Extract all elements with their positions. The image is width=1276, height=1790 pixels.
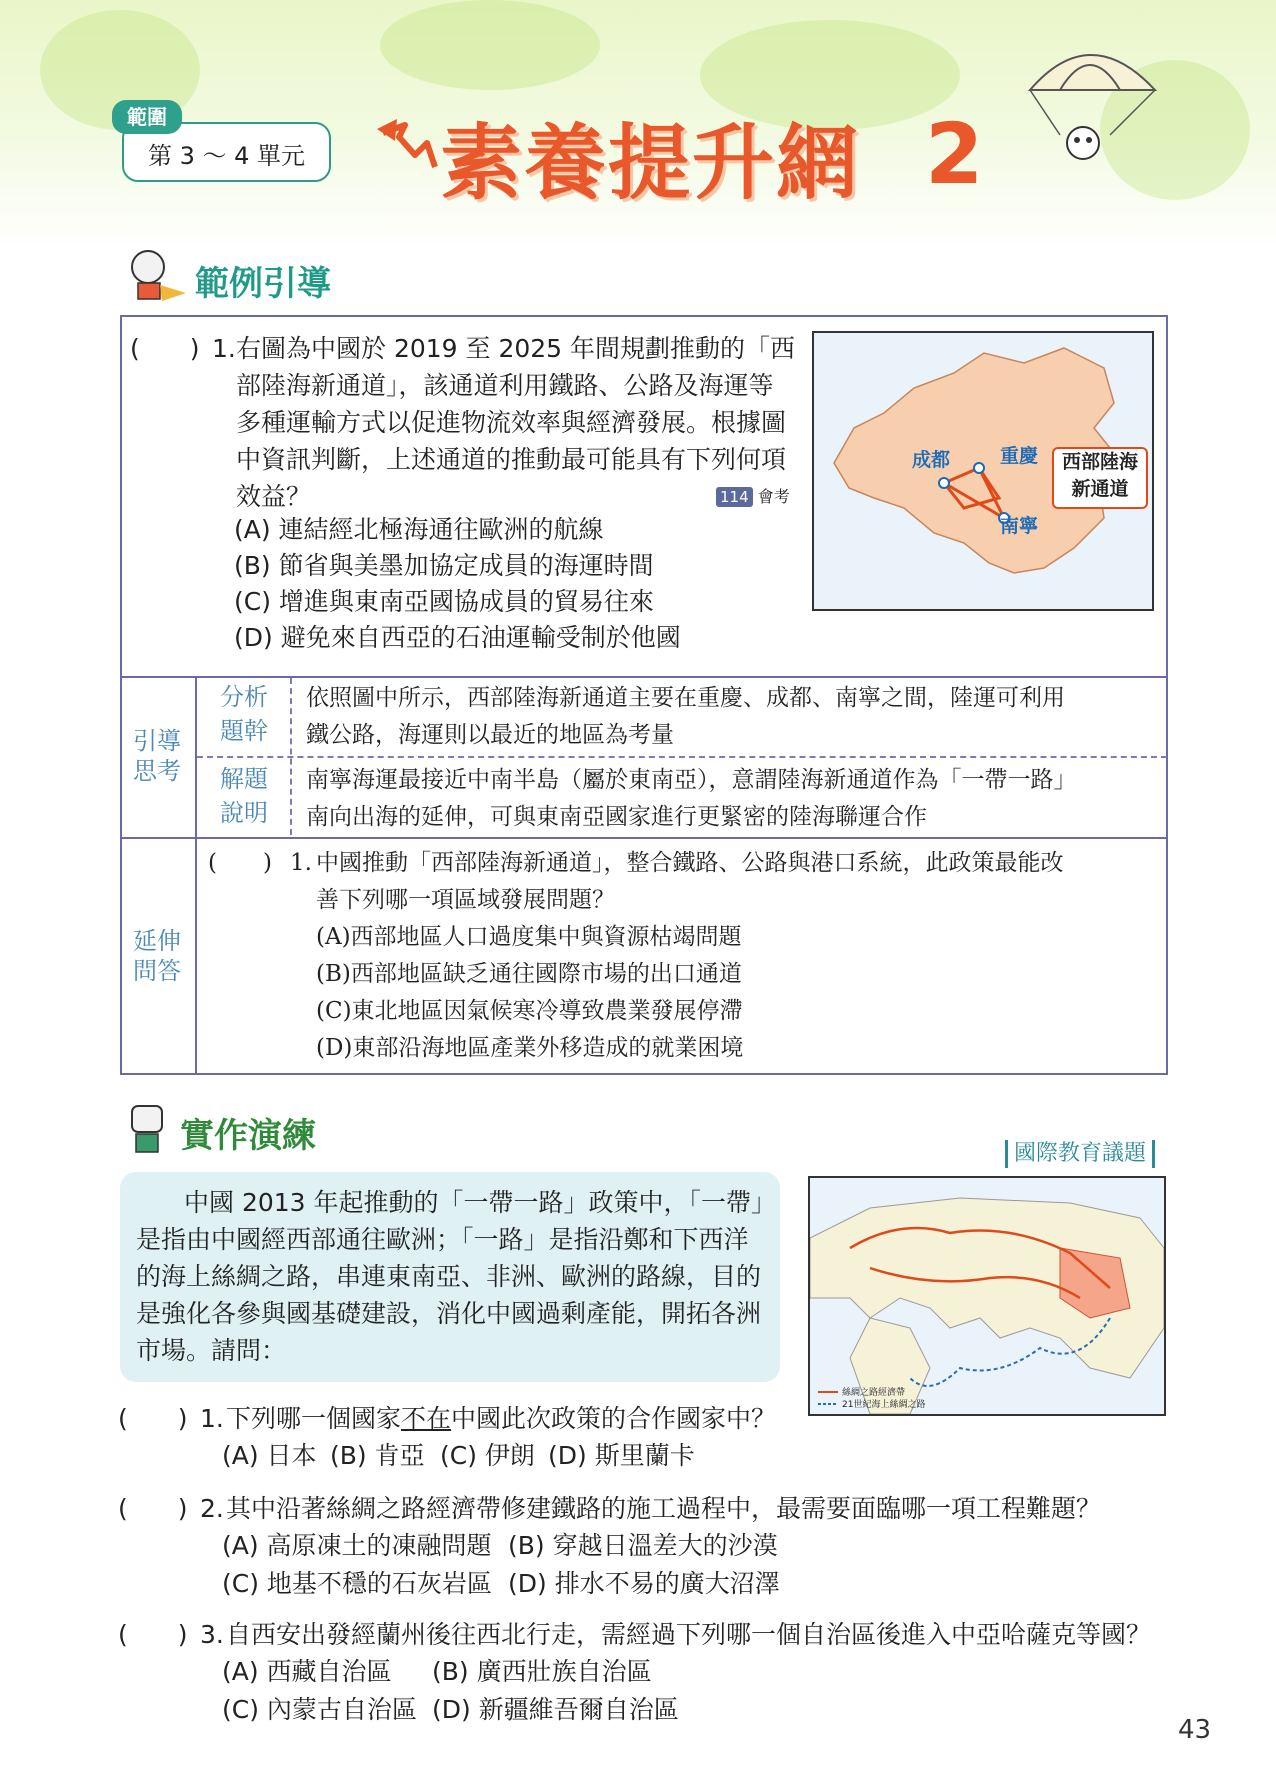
option-d[interactable]: (D) 新疆維吾爾自治區 <box>432 1695 679 1724</box>
question-stem-part: 中國此次政策的合作國家中？ <box>451 1404 777 1433</box>
arrow-icon <box>375 115 445 175</box>
parachute-mascot-icon <box>1015 35 1165 165</box>
option-a[interactable]: (A) 高原凍土的凍融問題 <box>222 1531 492 1560</box>
map-callout <box>1052 447 1148 509</box>
intro-line: 的海上絲綢之路，串連東南亞、非洲、歐洲的路線，目的 <box>136 1262 762 1291</box>
exam-badge-year: 114 <box>716 487 753 507</box>
analysis-label-line: 分析 <box>220 683 268 711</box>
intro-line: 是指由中國經西部通往歐洲；「一路」是指沿鄭和下西洋 <box>136 1225 749 1254</box>
dashed-divider <box>197 756 1167 758</box>
analysis-line: 依照圖中所示，西部陸海新通道主要在重慶、成都、南寧之間，陸運可利用 <box>306 685 1065 711</box>
question-number: 1. <box>200 1404 224 1433</box>
answer-paren[interactable]: ( ) <box>208 850 272 876</box>
intro-line: 是強化各參與國基礎建設，消化中國過剩產能，開拓各洲 <box>136 1299 762 1328</box>
divider <box>120 837 1168 839</box>
intro-line: 市場。請問： <box>136 1336 287 1365</box>
map-callout-line: 新通道 <box>1071 478 1129 500</box>
answer-paren[interactable]: ( ) <box>118 1404 188 1433</box>
option-b[interactable]: (B) 穿越日溫差大的沙漠 <box>508 1531 778 1560</box>
guide-side-label <box>133 726 181 786</box>
analysis-label-line: 題幹 <box>220 717 268 745</box>
explain-line: 南寧海運最接近中南半島（屬於東南亞），意謂陸海新通道作為「一帶一路」 <box>306 767 1077 793</box>
question-stem-emphasis: 不在 <box>401 1404 452 1433</box>
explain-label <box>220 762 268 830</box>
robot-mascot-icon <box>120 245 190 305</box>
page-number: 43 <box>1178 1715 1212 1745</box>
section-heading-practice: 實作演練 <box>180 1116 316 1156</box>
question-number: 2. <box>200 1494 224 1523</box>
guide-side-label-line: 思考 <box>133 757 181 785</box>
explain-label-line: 說明 <box>220 799 268 827</box>
exam-badge <box>716 484 790 507</box>
option-a[interactable]: (A)西部地區人口過度集中與資源枯竭問題 <box>316 924 742 950</box>
range-tag: 範圍 <box>112 100 182 134</box>
intro-line: 中國 2013 年起推動的「一帶一路」政策中，「一帶」 <box>184 1188 777 1217</box>
belt-and-road-map-shape <box>810 1178 1164 1414</box>
question-line: 部陸海新通道」，該通道利用鐵路、公路及海運等 <box>236 371 774 400</box>
question-line: 多種運輸方式以促進物流效率與經濟發展。根據圖 <box>236 408 787 437</box>
belt-and-road-map <box>808 1176 1166 1416</box>
option-d[interactable]: (D) 斯里蘭卡 <box>548 1441 695 1470</box>
option-c[interactable]: (C) 地基不穩的石灰岩區 <box>222 1569 492 1598</box>
option-a[interactable]: (A) 西藏自治區 <box>222 1657 392 1686</box>
question-number: 1. <box>290 850 312 876</box>
option-a[interactable]: (A) 日本 <box>222 1441 317 1470</box>
option-d[interactable]: (D) 排水不易的廣大沼澤 <box>508 1569 780 1598</box>
answer-paren[interactable]: ( ) <box>118 1494 188 1523</box>
education-topic-tag: 國際教育議題 <box>1005 1140 1155 1168</box>
extend-side-label-line: 延伸 <box>133 927 181 955</box>
option-c[interactable]: (C) 內蒙古自治區 <box>222 1695 417 1724</box>
intro-text <box>136 1184 777 1369</box>
option-b[interactable]: (B) 廣西壯族自治區 <box>432 1657 652 1686</box>
analysis-line: 鐵公路，海運則以最近的地區為考量 <box>306 722 674 748</box>
answer-paren[interactable]: ( ) <box>130 334 200 363</box>
map-city-label: 重慶 <box>1000 445 1039 467</box>
decorative-blob <box>380 0 600 90</box>
section-heading-example: 範例引導 <box>195 264 331 304</box>
extend-side-label <box>133 926 181 986</box>
option-c[interactable]: (C) 伊朗 <box>440 1441 535 1470</box>
page-title: 素養提升網 <box>440 116 861 211</box>
map-legend-label: 21世紀海上絲綢之路 <box>842 1400 926 1410</box>
question-stem: 其中沿著絲綢之路經濟帶修建鐵路的施工過程中，最需要面臨哪一項工程難題？ <box>226 1494 1102 1523</box>
option-b[interactable]: (B) 肯亞 <box>330 1441 425 1470</box>
option-d[interactable]: (D) 避免來自西亞的石油運輸受制於他國 <box>234 623 681 652</box>
answer-paren[interactable]: ( ) <box>118 1620 188 1649</box>
option-b[interactable]: (B)西部地區缺乏通往國際市場的出口通道 <box>316 961 742 987</box>
option-d[interactable]: (D)東部沿海地區產業外移造成的就業困境 <box>316 1035 744 1061</box>
question-line: 右圖為中國於 2019 至 2025 年間規劃推動的「西 <box>236 334 796 363</box>
map-legend-label: 絲綢之路經濟帶 <box>842 1388 906 1398</box>
option-c[interactable]: (C)東北地區因氣候寒冷導致農業發展停滯 <box>316 998 743 1024</box>
question-line: 中資訊判斷，上述通道的推動最可能具有下列何項 <box>236 445 787 474</box>
explain-label-line: 解題 <box>220 765 268 793</box>
extend-question-line: 中國推動「西部陸海新通道」，整合鐵路、公路與港口系統，此政策最能改 <box>316 850 1064 876</box>
page-title-number: 2 <box>925 105 984 203</box>
guide-side-label-line: 引導 <box>133 727 181 755</box>
explain-text <box>306 762 1077 836</box>
extend-question-text <box>316 845 1064 1067</box>
question-stem <box>226 1400 776 1437</box>
china-map <box>812 331 1154 611</box>
question-stem-part: 下列哪一個國家 <box>226 1404 402 1433</box>
range-text: 第 3 ～ 4 單元 <box>148 142 306 170</box>
map-city-label: 南寧 <box>1000 515 1039 537</box>
question-number: 1. <box>212 334 236 363</box>
divider <box>195 676 197 1075</box>
divider <box>120 676 1168 678</box>
analysis-text <box>306 680 1065 754</box>
exam-badge-label: 會考 <box>757 487 790 506</box>
explain-line: 南向出海的延伸，可與東南亞國家進行更緊密的陸海聯運合作 <box>306 804 927 830</box>
option-a[interactable]: (A) 連結經北極海通往歐洲的航線 <box>234 515 604 544</box>
option-c[interactable]: (C) 增進與東南亞國協成員的貿易往來 <box>234 587 654 616</box>
question-stem: 自西安出發經蘭州後往西北行走，需經過下列哪一個自治區後進入中亞哈薩克等國？ <box>226 1620 1152 1649</box>
question-line: 效益？ <box>236 482 312 511</box>
robot-mascot-icon <box>120 1098 180 1158</box>
question-number: 3. <box>200 1620 224 1649</box>
extend-question-line: 善下列哪一項區域發展問題？ <box>316 887 615 913</box>
analysis-label <box>220 680 268 748</box>
map-callout-line: 西部陸海 <box>1061 451 1138 473</box>
map-city-label: 成都 <box>912 449 951 471</box>
option-b[interactable]: (B) 節省與美墨加協定成員的海運時間 <box>234 551 654 580</box>
extend-side-label-line: 問答 <box>133 957 181 985</box>
